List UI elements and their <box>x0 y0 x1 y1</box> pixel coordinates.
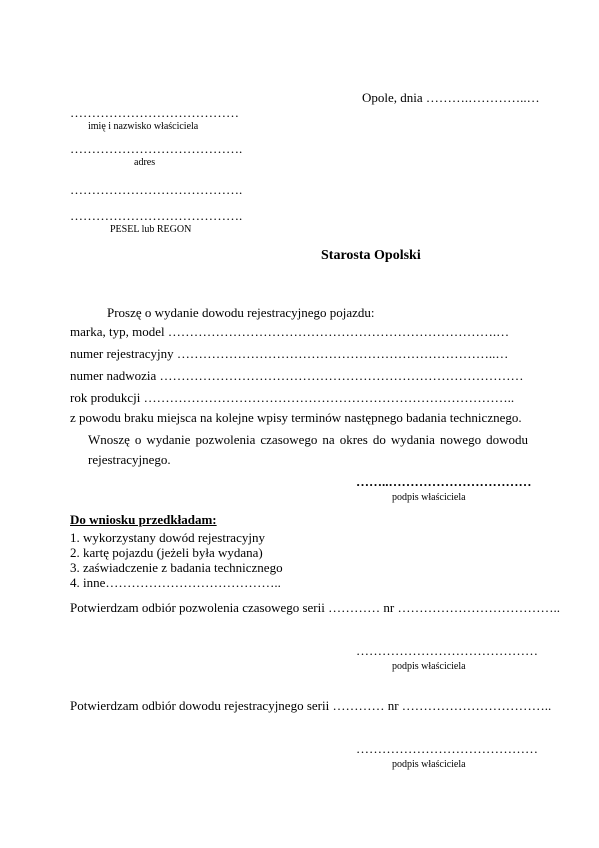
request-reason: z powodu braku miejsca na kolejne wpisy terminów następnego badania technicznego. <box>70 410 522 425</box>
signature-label-3: podpis właściciela <box>392 759 466 770</box>
attachment-item: 3. zaświadczenie z badania technicznego <box>70 560 283 575</box>
attachment-item: 2. kartę pojazdu (jeżeli była wydana) <box>70 545 263 560</box>
temporary-permit-request-line-2: rejestracyjnego. <box>88 452 171 467</box>
attachments-heading: Do wniosku przedkładam: <box>70 512 217 527</box>
signature-line-2[interactable]: …………………………………… <box>356 643 538 658</box>
signature-line-3[interactable]: …………………………………… <box>356 741 538 756</box>
make-model-field[interactable]: marka, typ, model ………………………………………………………………….… <box>70 324 510 339</box>
signature-line-1[interactable]: ……..…………………………… <box>356 474 532 489</box>
attachment-item-other[interactable]: 4. inne………………………………….. <box>70 575 281 590</box>
pesel-regon-label: PESEL lub REGON <box>110 224 192 235</box>
address-label: adres <box>134 157 156 168</box>
registration-number-field[interactable]: numer rejestracyjny ………………………………………………………………..… <box>70 346 509 361</box>
request-intro: Proszę o wydanie dowodu rejestracyjnego pojazdu: <box>107 305 375 320</box>
place-date-field[interactable]: Opole, dnia ……….…………..… <box>362 90 540 105</box>
registration-receipt-confirmation[interactable]: Potwierdzam odbiór dowodu rejestracyjnego serii ………… nr …………………………….. <box>70 698 552 713</box>
owner-name-label: imię i nazwisko właściciela <box>88 121 199 132</box>
signature-label-1: podpis właściciela <box>392 492 466 503</box>
temporary-permit-request-line-1: Wnoszę o wydanie pozwolenia czasowego na okres do wydania nowego dowodu <box>88 432 528 447</box>
address-line-2[interactable]: …………………………………. <box>70 182 243 197</box>
addressee-title: Starosta Opolski <box>321 248 421 263</box>
address-line-1[interactable]: …………………………………. <box>70 141 243 156</box>
signature-label-2: podpis właściciela <box>392 661 466 672</box>
production-year-field[interactable]: rok produkcji ………………………………………………………………………….. <box>70 390 515 405</box>
owner-name-line[interactable]: ………………………………… <box>70 105 239 120</box>
attachment-item: 1. wykorzystany dowód rejestracyjny <box>70 530 265 545</box>
pesel-regon-line[interactable]: …………………………………. <box>70 208 243 223</box>
temporary-permit-receipt-confirmation[interactable]: Potwierdzam odbiór pozwolenia czasowego serii ………… nr ……………………………….. <box>70 600 560 615</box>
vin-field[interactable]: numer nadwozia ………………………………………………………………………… <box>70 368 524 383</box>
